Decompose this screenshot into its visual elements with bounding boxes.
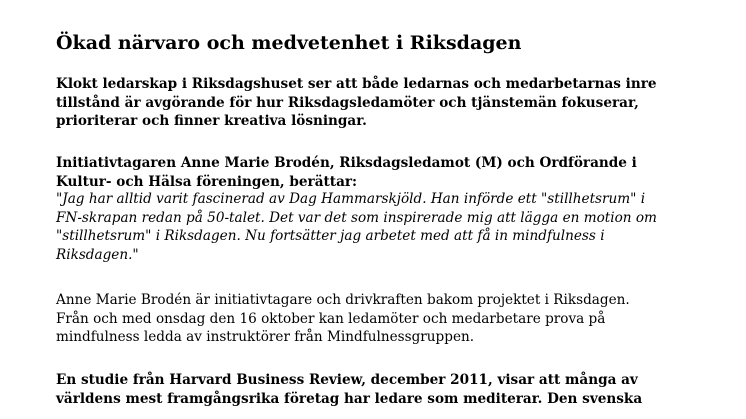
quote-line: "Jag har alltid varit fascinerad av Dag Hammarskjöld. Han införde ett "stillhetsrum" i bbox=[56, 191, 646, 207]
body-line: Från och med onsdag den 16 oktober kan ledamöter och medarbetare prova på bbox=[56, 310, 606, 327]
initiator-paragraph bbox=[56, 154, 716, 191]
lead-line: prioriterar och finner kreativa lösningar. bbox=[56, 113, 367, 129]
body-line: mindfulness ledda av instruktörer från Mindfulnessgruppen. bbox=[56, 329, 475, 345]
body-paragraph bbox=[56, 291, 716, 347]
initiator-line: Kultur- och Hälsa föreningen, berättar: bbox=[56, 173, 358, 190]
lead-paragraph bbox=[56, 75, 716, 131]
lead-line: tillstånd är avgörande för hur Riksdagsledamöter och tjänstemän fokuserar, bbox=[56, 94, 639, 111]
quote-line: FN-skrapan redan på 50-talet. Det var det som inspirerade mig att lägga en motion om bbox=[56, 209, 657, 226]
study-line: världens mest framgångsrika företag har ledare som mediterar. Den svenska bbox=[56, 390, 643, 407]
quote-paragraph bbox=[56, 190, 716, 264]
lead-line: Klokt ledarskap i Riksdagshuset ser att både ledarnas och medarbetarnas inre bbox=[56, 76, 657, 92]
study-paragraph bbox=[56, 371, 716, 408]
study-line: En studie från Harvard Business Review, december 2011, visar att många av bbox=[56, 372, 638, 388]
initiator-line: Initiativtagaren Anne Marie Brodén, Riksdagsledamot (M) och Ordförande i bbox=[56, 155, 637, 171]
quote-line: "stillhetsrum" i Riksdagen. Nu fortsätter jag arbetet med att få in mindfulness i bbox=[56, 228, 605, 244]
quote-line: Riksdagen." bbox=[56, 246, 139, 263]
page-title: Ökad närvaro och medvetenhet i Riksdagen bbox=[56, 32, 522, 54]
body-line: Anne Marie Brodén är initiativtagare och drivkraften bakom projektet i Riksdagen. bbox=[56, 292, 630, 308]
